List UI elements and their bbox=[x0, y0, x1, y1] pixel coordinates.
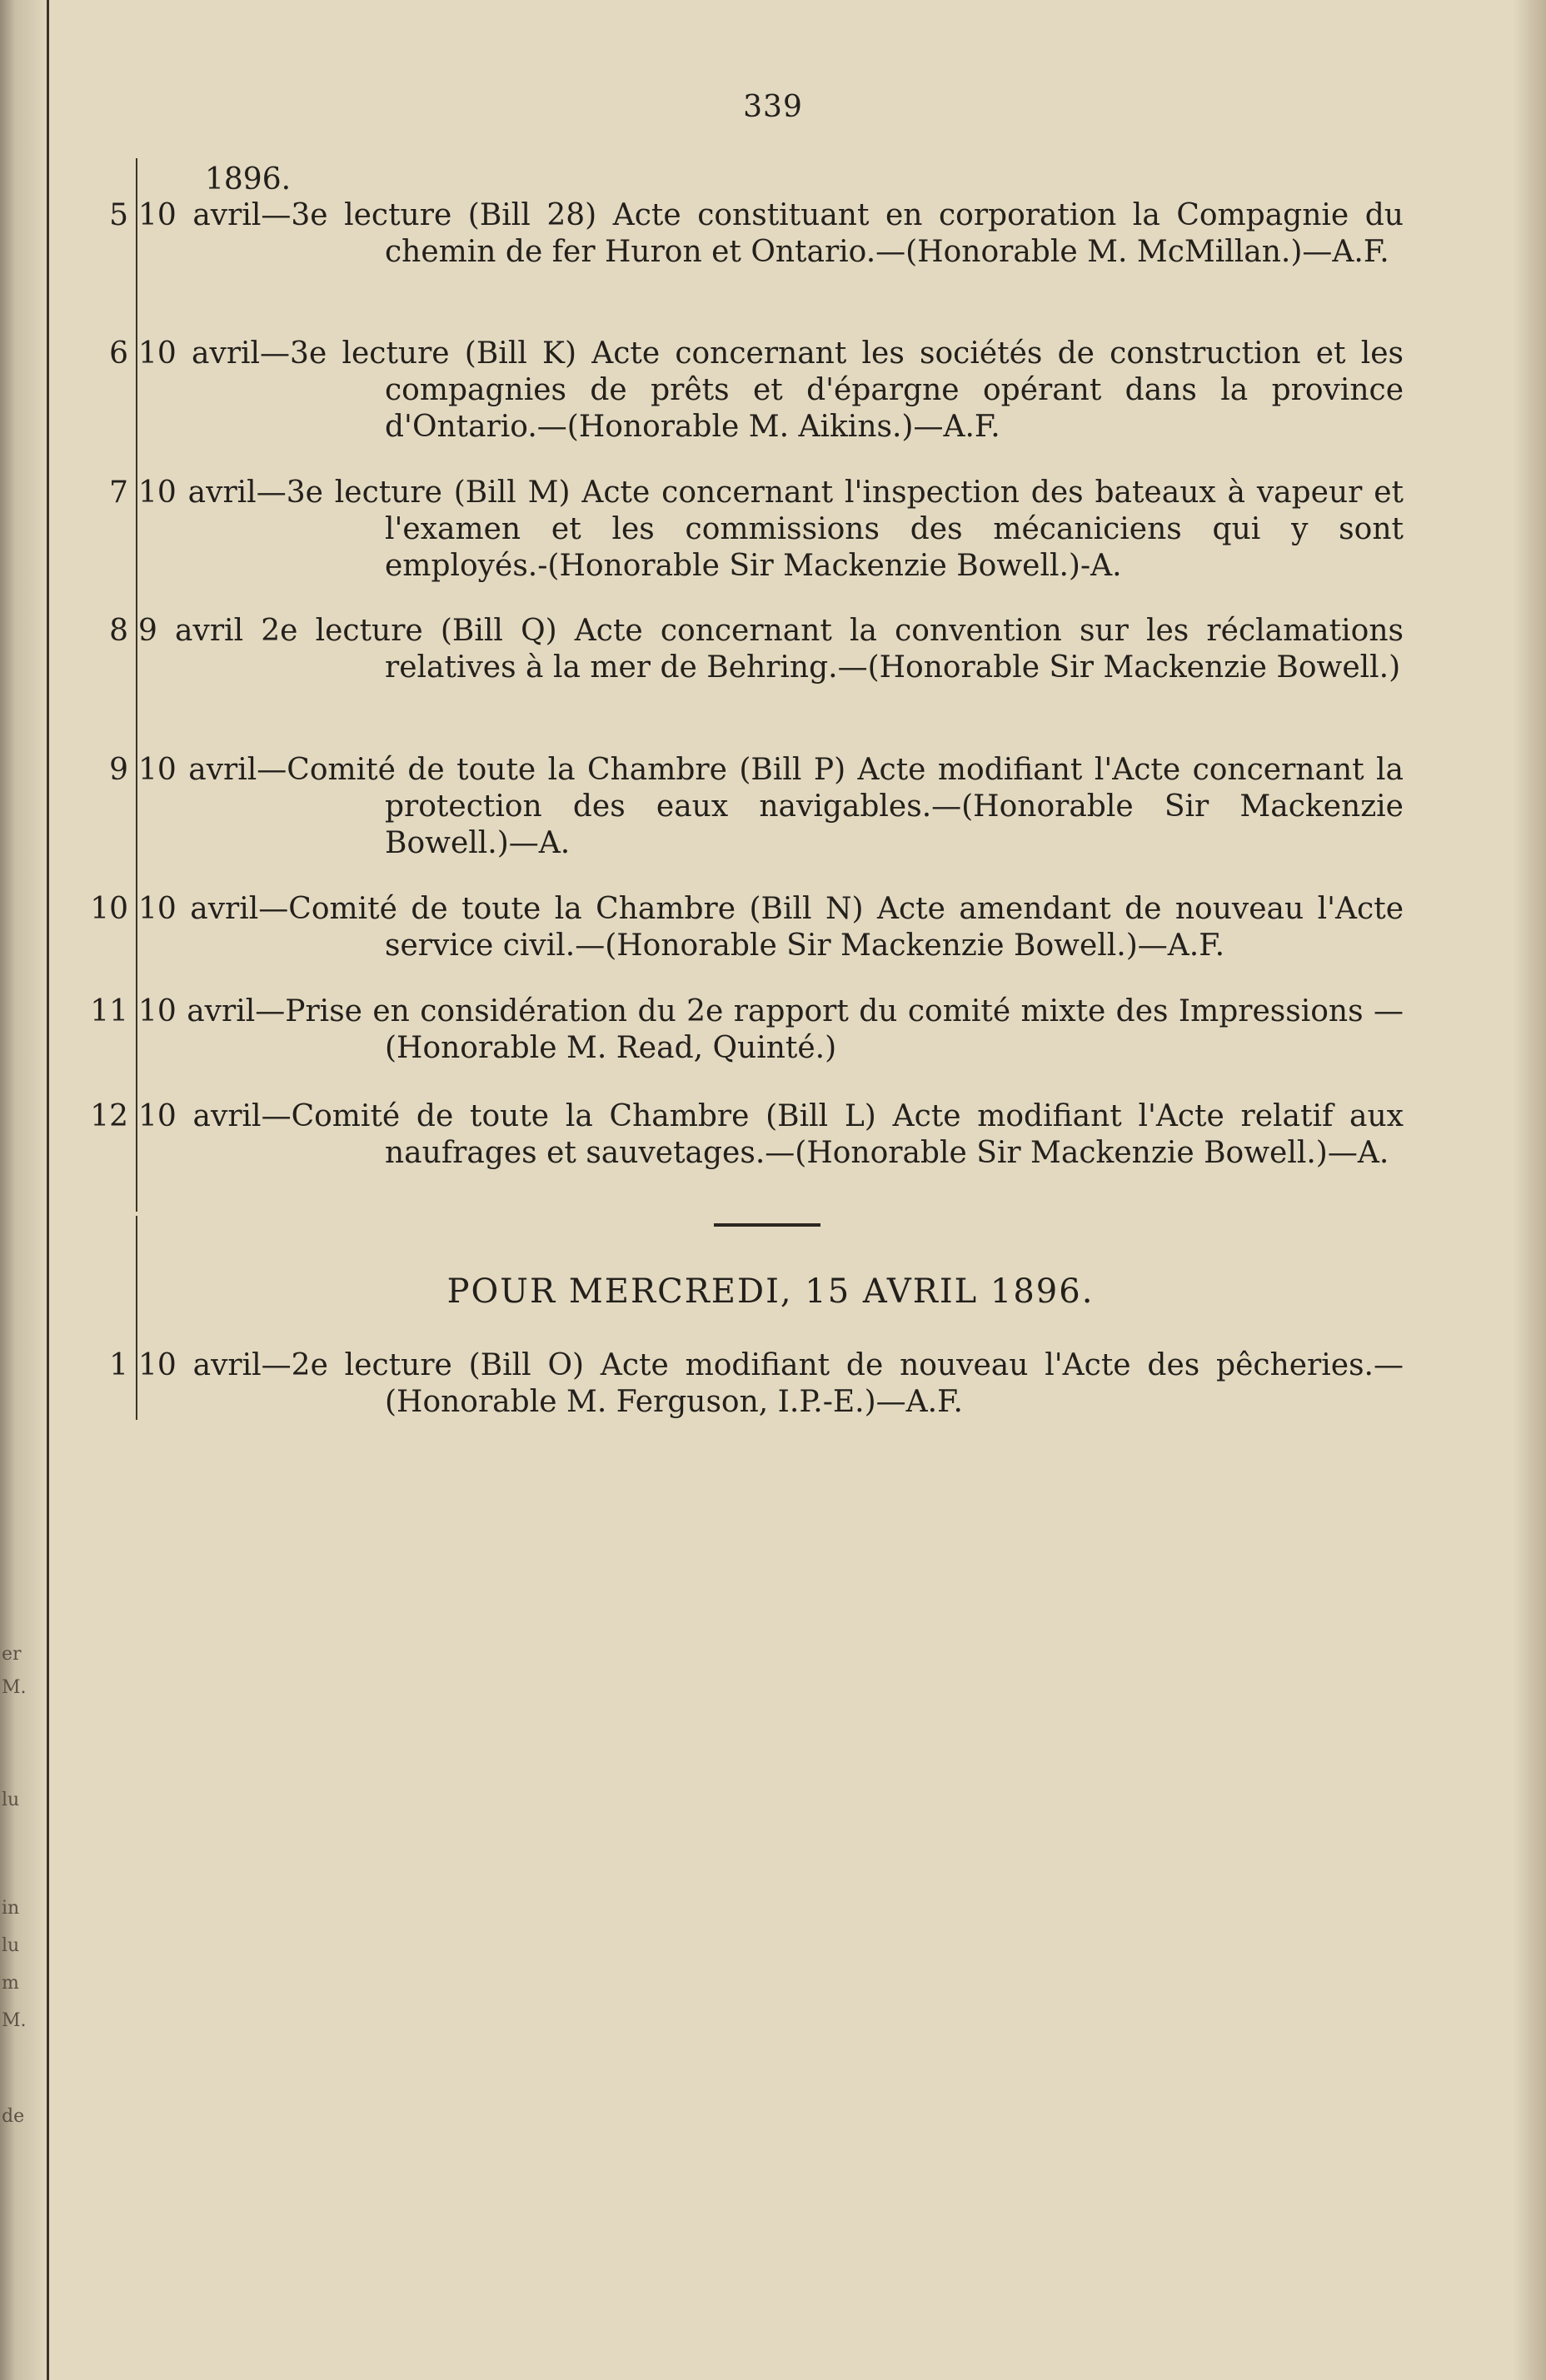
entry-number: 1 bbox=[109, 1348, 128, 1382]
margin-fragment: in bbox=[2, 1898, 20, 1919]
entry-number: 11 bbox=[90, 994, 128, 1028]
entry-text: 10 avril—3e lecture (Bill 28) Acte constituant en corporation la Compagnie du chemin de fer Huron et Ontario.—(Honorable M. McMillan.)—A.F. bbox=[138, 198, 1404, 269]
entry-number: 9 bbox=[109, 753, 128, 787]
entry-number: 7 bbox=[109, 476, 128, 510]
entry-number: 6 bbox=[109, 336, 128, 371]
entry-number: 5 bbox=[109, 198, 128, 232]
margin-fragment: M. bbox=[2, 1677, 27, 1698]
year-heading: 1896. bbox=[205, 162, 292, 197]
entry-text: 10 avril—2e lecture (Bill O) Acte modifiant de nouveau l'Acte des pêcheries.—(Honorable M. Ferguson, I.P.-E.)—A.F. bbox=[138, 1348, 1404, 1419]
binding-edge bbox=[47, 0, 49, 2380]
margin-fragment: de bbox=[2, 2106, 25, 2127]
margin-fragment: m bbox=[2, 1973, 19, 1994]
order-entry bbox=[83, 197, 1404, 271]
entry-text: 10 avril—3e lecture (Bill M) Acte concernant l'inspection des bateaux à vapeur et l'examen et les commissions des mécaniciens qui y sont employés.-(Honorable Sir Mackenzie Bowell.)-A. bbox=[138, 476, 1404, 583]
order-entry bbox=[83, 475, 1404, 585]
entry-text: 10 avril—3e lecture (Bill K) Acte concernant les sociétés de construction et les compagnies de prêts et d'épargne opérant dans la province d'Ontario.—(Honorable M. Aikins.)—A.F. bbox=[138, 336, 1404, 444]
section-divider bbox=[714, 1223, 820, 1227]
margin-fragment: er bbox=[2, 1644, 22, 1665]
entry-text: 10 avril—Comité de toute la Chambre (Bill L) Acte modifiant l'Acte relatif aux naufrages et sauvetages.—(Honorable Sir Mackenzie Bowell.)—A. bbox=[138, 1099, 1404, 1170]
order-entry bbox=[83, 993, 1404, 1067]
entry-number: 8 bbox=[109, 614, 128, 648]
page-number: 339 bbox=[743, 90, 803, 124]
entry-number: 12 bbox=[90, 1099, 128, 1133]
entry-text: 10 avril—Prise en considération du 2e rapport du comité mixte des Impressions —(Honorable M. Read, Quinté.) bbox=[138, 994, 1404, 1065]
margin-fragment: M. bbox=[2, 2010, 27, 2031]
order-entry bbox=[83, 1098, 1404, 1172]
margin-fragment: lu bbox=[2, 1935, 20, 1956]
entry-number: 10 bbox=[90, 892, 128, 926]
entry-text: 10 avril—Comité de toute la Chambre (Bill N) Acte amendant de nouveau l'Acte service civil.—(Honorable Sir Mackenzie Bowell.)—A.F. bbox=[138, 892, 1404, 963]
entry-text: 9 avril 2e lecture (Bill Q) Acte concernant la convention sur les réclamations relatives à la mer de Behring.—(Honorable Sir Mackenzie Bowell.) bbox=[138, 614, 1404, 685]
section-heading: POUR MERCREDI, 15 AVRIL 1896. bbox=[446, 1272, 1095, 1311]
order-entry bbox=[83, 336, 1404, 446]
order-entry bbox=[83, 613, 1404, 686]
margin-fragment: lu bbox=[2, 1790, 20, 1810]
entry-text: 10 avril—Comité de toute la Chambre (Bill P) Acte modifiant l'Acte concernant la protection des eaux navigables.—(Honorable Sir Mackenzie Bowell.)—A. bbox=[138, 753, 1404, 860]
order-entry bbox=[83, 1347, 1404, 1421]
order-entry bbox=[83, 752, 1404, 862]
order-entry bbox=[83, 891, 1404, 964]
